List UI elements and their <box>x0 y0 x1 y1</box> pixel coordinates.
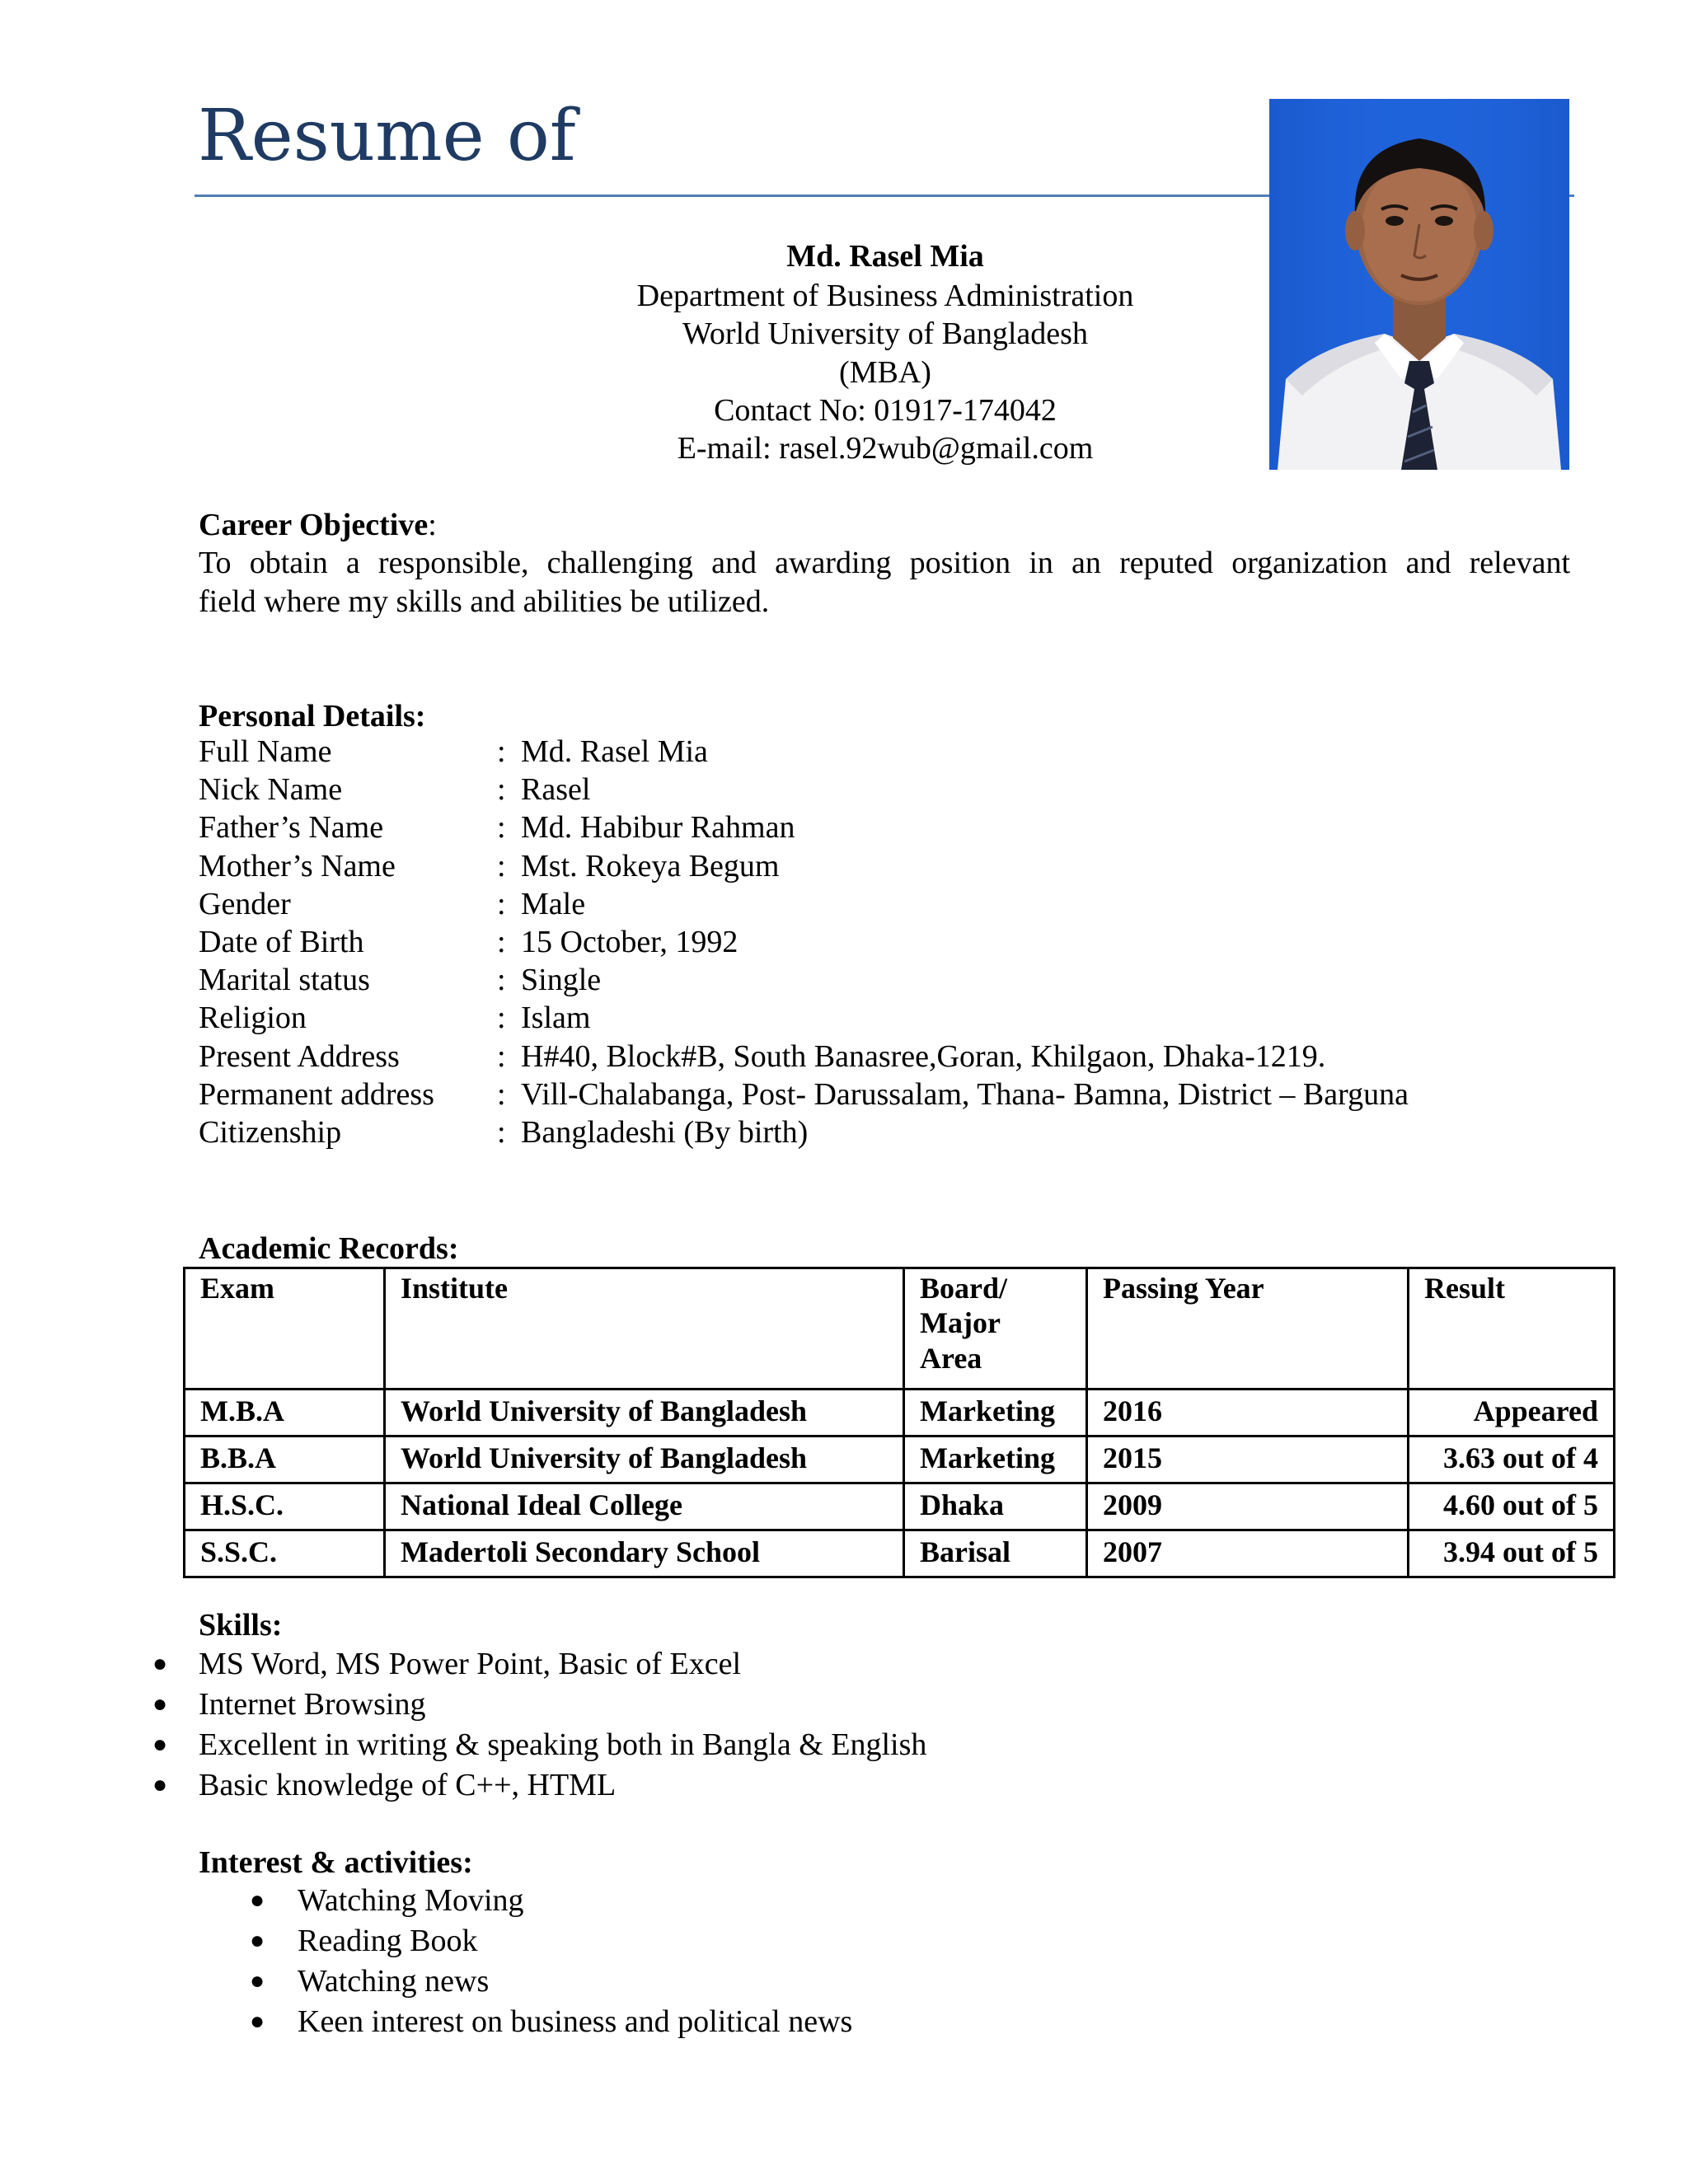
personal-detail-value: Vill-Chalabanga, Post- Darussalam, Thana- Bamna, District – Barguna <box>521 1077 1409 1112</box>
cell-institute: National Ideal College <box>385 1483 904 1530</box>
personal-detail-value: Male <box>521 887 586 921</box>
personal-detail-colon: : <box>497 1039 506 1074</box>
column-header-institute: Institute <box>385 1268 904 1390</box>
academic-records-table <box>183 1267 1615 1578</box>
academic-records-heading: Academic Records: <box>199 1231 459 1266</box>
personal-detail-value: H#40, Block#B, South Banasree,Goran, Khilgaon, Dhaka-1219. <box>521 1039 1326 1074</box>
bullet-icon: ● <box>250 2008 265 2035</box>
personal-detail-label: Religion <box>199 1001 307 1035</box>
personal-detail-value: Single <box>521 963 602 997</box>
table-row <box>185 1436 1615 1483</box>
list-item-text: Internet Browsing <box>199 1687 426 1722</box>
career-objective-line-1: To obtain a responsible, challenging and awarding position in an reputed organization and relevant <box>199 546 1570 580</box>
personal-detail-value: 15 October, 1992 <box>521 925 738 959</box>
table-row <box>185 1483 1615 1530</box>
career-objective-colon: : <box>428 508 437 542</box>
personal-detail-label: Citizenship <box>199 1115 342 1150</box>
resume-title: Resume of <box>198 95 576 177</box>
list-item-text: Basic knowledge of C++, HTML <box>199 1768 617 1802</box>
degree: (MBA) <box>839 355 931 390</box>
personal-detail-colon: : <box>497 849 506 883</box>
bullet-icon: ● <box>250 1927 265 1954</box>
personal-detail-label: Full Name <box>199 734 332 769</box>
cell-result: Appeared <box>1409 1390 1615 1436</box>
personal-detail-label: Marital status <box>199 963 370 997</box>
personal-detail-value: Islam <box>521 1001 591 1035</box>
personal-detail-value: Rasel <box>521 772 591 807</box>
career-objective-heading <box>199 509 437 541</box>
bullet-icon: ● <box>250 1967 265 1994</box>
interests-heading: Interest & activities: <box>199 1845 473 1880</box>
bullet-icon: ● <box>250 1886 265 1914</box>
list-item-text: Watching news <box>298 1964 490 1999</box>
cell-board: Barisal <box>904 1530 1087 1577</box>
cell-exam: B.B.A <box>185 1436 385 1483</box>
personal-detail-label: Father’s Name <box>199 810 384 845</box>
personal-detail-label: Permanent address <box>199 1077 434 1112</box>
personal-detail-colon: : <box>497 772 506 807</box>
cell-board: Marketing <box>904 1390 1087 1436</box>
cell-result: 4.60 out of 5 <box>1409 1483 1615 1530</box>
cell-passing-year: 2007 <box>1087 1530 1409 1577</box>
table-row <box>185 1530 1615 1577</box>
column-header-exam: Exam <box>185 1268 385 1390</box>
cell-passing-year: 2016 <box>1087 1390 1409 1436</box>
cell-institute: World University of Bangladesh <box>385 1390 904 1436</box>
personal-detail-colon: : <box>497 887 506 921</box>
table-header-row <box>185 1268 1615 1390</box>
table-row <box>185 1390 1615 1436</box>
personal-detail-colon: : <box>497 810 506 845</box>
personal-detail-colon: : <box>497 1077 506 1112</box>
personal-detail-colon: : <box>497 1001 506 1035</box>
bullet-icon: ● <box>152 1690 168 1718</box>
personal-detail-value: Md. Rasel Mia <box>521 734 708 769</box>
email-address: E-mail: rasel.92wub@gmail.com <box>677 431 1094 466</box>
cell-exam: M.B.A <box>185 1390 385 1436</box>
career-objective-line-2: field where my skills and abilities be utilized. <box>199 584 770 619</box>
cell-institute: World University of Bangladesh <box>385 1436 904 1483</box>
personal-detail-colon: : <box>497 925 506 959</box>
bullet-icon: ● <box>152 1650 168 1677</box>
personal-detail-label: Gender <box>199 887 291 921</box>
column-header-passing-year: Passing Year <box>1087 1268 1409 1390</box>
cell-institute: Madertoli Secondary School <box>385 1530 904 1577</box>
column-header-result: Result <box>1409 1268 1615 1390</box>
cell-board: Marketing <box>904 1436 1087 1483</box>
personal-detail-label: Nick Name <box>199 772 343 807</box>
university: World University of Bangladesh <box>682 316 1088 351</box>
list-item-text: Excellent in writing & speaking both in Bangla & English <box>199 1727 927 1762</box>
bullet-icon: ● <box>152 1731 168 1758</box>
cell-passing-year: 2009 <box>1087 1483 1409 1530</box>
career-objective-heading-text: Career Objective <box>199 508 429 542</box>
list-item-text: Reading Book <box>298 1924 478 1958</box>
list-item-text: Keen interest on business and political news <box>298 2004 853 2039</box>
personal-detail-colon: : <box>497 963 506 997</box>
personal-detail-colon: : <box>497 1115 506 1150</box>
department: Department of Business Administration <box>636 279 1134 313</box>
list-item-text: MS Word, MS Power Point, Basic of Excel <box>199 1647 742 1681</box>
bullet-icon: ● <box>152 1771 168 1798</box>
personal-detail-colon: : <box>497 734 506 769</box>
cell-exam: H.S.C. <box>185 1483 385 1530</box>
personal-details-heading: Personal Details: <box>199 699 426 733</box>
personal-detail-value: Md. Habibur Rahman <box>521 810 795 845</box>
cell-board: Dhaka <box>904 1483 1087 1530</box>
cell-result: 3.94 out of 5 <box>1409 1530 1615 1577</box>
cell-result: 3.63 out of 4 <box>1409 1436 1615 1483</box>
candidate-name: Md. Rasel Mia <box>786 239 984 274</box>
cell-exam: S.S.C. <box>185 1530 385 1577</box>
personal-detail-label: Mother’s Name <box>199 849 396 883</box>
cell-passing-year: 2015 <box>1087 1436 1409 1483</box>
skills-heading: Skills: <box>199 1608 283 1643</box>
personal-detail-label: Date of Birth <box>199 925 364 959</box>
column-header-board: Board/ Major Area <box>904 1268 1087 1390</box>
personal-detail-value: Bangladeshi (By birth) <box>521 1115 809 1150</box>
personal-detail-label: Present Address <box>199 1039 400 1074</box>
list-item-text: Watching Moving <box>298 1883 524 1918</box>
contact-number: Contact No: 01917-174042 <box>714 393 1057 428</box>
personal-detail-value: Mst. Rokeya Begum <box>521 849 780 883</box>
